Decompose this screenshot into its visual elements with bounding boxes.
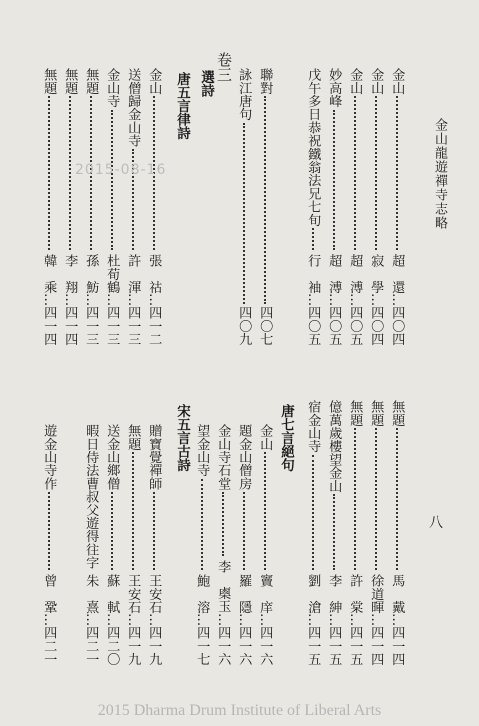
toc-entry — [126, 68, 139, 346]
toc-entry-author: 鮑 溶 — [194, 573, 210, 614]
toc-entry-page: 四一九 — [146, 626, 162, 666]
toc-entry-author: 行 袖 — [305, 253, 321, 294]
date-watermark: 2015-08-16 — [75, 162, 167, 178]
leader-dots: … — [305, 293, 321, 307]
leader-dots — [258, 450, 271, 571]
volume-label: 卷三 — [215, 52, 233, 82]
toc-entry-author: 李 㮚玉 — [215, 560, 231, 614]
toc-entry-page: 四一五 — [305, 626, 321, 666]
toc-entry — [84, 68, 97, 346]
toc-entry-title: 宿金山寺 — [305, 400, 321, 453]
toc-entry-page: 四二一 — [83, 626, 99, 666]
toc-entry-page: 四一三 — [104, 306, 120, 346]
toc-entry — [105, 424, 118, 666]
leader-dots — [390, 94, 403, 251]
toc-entry-title: 無題 — [389, 400, 405, 427]
toc-entry-page: 四二〇 — [104, 626, 120, 666]
leader-dots: … — [83, 293, 99, 307]
toc-entry — [369, 400, 382, 666]
toc-entry-title: 妙高峰 — [326, 68, 342, 108]
leader-dots: … — [326, 293, 342, 307]
toc-entry — [390, 400, 403, 666]
leader-dots — [327, 108, 340, 252]
toc-entry — [390, 68, 403, 346]
toc-entry — [327, 68, 340, 346]
toc-entry-page: 四〇五 — [326, 306, 342, 346]
leader-dots — [369, 94, 382, 251]
toc-entry-author: 李 紳 — [326, 573, 342, 614]
toc-entry-title: 無題 — [83, 68, 99, 95]
footer-watermark: 2015 Dharma Drum Institute of Liberal Arts — [97, 702, 382, 719]
leader-dots — [258, 94, 271, 306]
toc-entry-page: 四一六 — [257, 626, 273, 666]
toc-entry-author: 朱 熹 — [83, 573, 99, 614]
toc-entry-title: 金山寺 — [104, 68, 120, 108]
toc-entry-title: 無題 — [368, 400, 384, 427]
leader-dots — [348, 426, 361, 571]
toc-entry-page: 四一四 — [62, 306, 78, 346]
leader-dots — [348, 94, 361, 251]
toc-entry-author: 李 翔 — [62, 253, 78, 294]
leader-dots: … — [41, 293, 57, 307]
leader-dots — [105, 108, 118, 252]
toc-entry-author: 徐道暉 — [368, 573, 384, 614]
leader-dots: … — [257, 613, 273, 627]
toc-entry-page: 四〇五 — [347, 306, 363, 346]
toc-entry-author: 馬 戴 — [389, 573, 405, 614]
leader-dots — [42, 94, 55, 251]
toc-entry-title: 望金山寺 — [194, 424, 210, 477]
toc-entry — [369, 68, 382, 346]
leader-dots — [216, 490, 229, 558]
leader-dots — [105, 490, 118, 572]
leader-dots: … — [389, 613, 405, 627]
leader-dots — [390, 426, 403, 571]
leader-dots — [126, 450, 139, 571]
leader-dots: … — [215, 613, 231, 627]
toc-entry-title: 無題 — [125, 424, 141, 451]
toc-entry-title: 無題 — [41, 68, 57, 95]
toc-entry-author: 許 棠 — [347, 573, 363, 614]
toc-entry-page: 四二一 — [41, 626, 57, 666]
toc-entry-author: 劉 滄 — [305, 573, 321, 614]
toc-entry-title: 詠江唐句 — [236, 68, 252, 121]
toc-entry-author: 羅 隱 — [236, 573, 252, 614]
section-tang-seven-quatrain: 唐七言絕句 — [278, 404, 294, 472]
leader-dots — [369, 426, 382, 571]
toc-entry — [105, 68, 118, 346]
category-label: 選詩 — [198, 70, 214, 97]
toc-entry-author: 張 祜 — [146, 253, 162, 294]
toc-entry-title: 金山 — [146, 68, 162, 95]
toc-entry — [306, 68, 319, 346]
toc-entry-author: 蘇 軾 — [104, 573, 120, 614]
toc-entry-author: 竇 庠 — [257, 573, 273, 614]
toc-entry-title: 送僧歸金山寺 — [125, 68, 141, 148]
leader-dots: … — [146, 613, 162, 627]
leader-dots: … — [146, 293, 162, 307]
toc-entry-page: 四一五 — [347, 626, 363, 666]
toc-entry-page: 四一五 — [326, 626, 342, 666]
toc-entry — [348, 400, 361, 666]
toc-entry — [63, 68, 76, 346]
leader-dots — [237, 490, 250, 572]
toc-entry-page: 四〇九 — [236, 306, 252, 346]
toc-entry-title: 無題 — [347, 400, 363, 427]
toc-entry-author: 超 溥 — [326, 253, 342, 294]
section-tang-five-regulated: 唐五言律詩 — [174, 72, 190, 140]
toc-entry-author: 韓 乘 — [41, 253, 57, 294]
leader-dots — [327, 492, 340, 571]
leader-dots: … — [104, 613, 120, 627]
toc-entry-title: 題金山僧房 — [236, 424, 252, 490]
leader-dots: … — [104, 293, 120, 307]
leader-dots: … — [236, 613, 252, 627]
toc-entry-page: 四一四 — [368, 626, 384, 666]
toc-entry — [306, 400, 319, 666]
toc-entry-page: 四一四 — [389, 626, 405, 666]
toc-entry-page: 四一四 — [41, 306, 57, 346]
toc-entry-title: 金山 — [347, 68, 363, 95]
toc-entry-title: 送金山鄉僧 — [104, 424, 120, 490]
toc-entry — [237, 68, 250, 346]
toc-entry-page: 四〇四 — [389, 306, 405, 346]
toc-entry-page: 四一三 — [125, 306, 141, 346]
toc-entry-author: 寂 學 — [368, 253, 384, 294]
toc-entry-author: 王安石 — [146, 573, 162, 614]
leader-dots: … — [194, 613, 210, 627]
toc-entry-title: 遊金山寺作 — [41, 424, 57, 490]
leader-dots: … — [125, 293, 141, 307]
toc-entry-title: 暇日侍法曹叔父遊得往字 — [83, 424, 99, 570]
leader-dots — [195, 477, 208, 572]
toc-entry-page: 四〇五 — [305, 306, 321, 346]
toc-entry-title: 億萬歲樓望金山 — [326, 400, 342, 493]
toc-entry — [147, 68, 160, 346]
toc-entry — [195, 424, 208, 666]
section-song-five-ancient: 宋五言古詩 — [174, 404, 190, 472]
toc-entry-page: 四一二 — [146, 306, 162, 346]
toc-entry-title: 贈寶覺禪師 — [146, 424, 162, 490]
leader-dots — [84, 569, 97, 571]
toc-entry — [84, 424, 97, 666]
toc-entry-title: 金山寺石堂 — [215, 424, 231, 490]
toc-entry — [258, 68, 271, 346]
toc-entry-title: 聯對 — [257, 68, 273, 95]
leader-dots: … — [347, 613, 363, 627]
leader-dots — [306, 226, 319, 251]
toc-entry-title: 金山 — [389, 68, 405, 95]
toc-entry-title: 金山 — [257, 424, 273, 451]
toc-entry-author: 超 溥 — [347, 253, 363, 294]
toc-entry-page: 四一七 — [194, 626, 210, 666]
leader-dots: … — [62, 293, 78, 307]
toc-entry — [42, 424, 55, 666]
toc-entry-page: 四〇七 — [257, 306, 273, 346]
toc-entry-page: 四一六 — [215, 626, 231, 666]
toc-entry — [216, 424, 229, 666]
toc-entry — [237, 424, 250, 666]
toc-entry-author: 王安石 — [125, 573, 141, 614]
toc-entry — [42, 68, 55, 346]
leader-dots — [237, 121, 250, 307]
leader-dots — [42, 490, 55, 572]
running-header: 金山龍遊禪寺志略 — [432, 118, 447, 230]
toc-entry-author: 曾 鞏 — [41, 573, 57, 614]
leader-dots: … — [368, 613, 384, 627]
leader-dots: … — [83, 613, 99, 627]
toc-entry-author: 超 還 — [389, 253, 405, 294]
toc-entry — [258, 424, 271, 666]
leader-dots — [306, 453, 319, 572]
toc-entry — [348, 68, 361, 346]
toc-entry-title: 戊午多日恭祝鐵翁法兄七旬 — [305, 68, 321, 227]
toc-entry — [147, 424, 160, 666]
toc-entry-author: 杜荀鶴 — [104, 253, 120, 294]
leader-dots: … — [347, 293, 363, 307]
toc-entry-page: 四一三 — [83, 306, 99, 346]
toc-entry-title: 金山 — [368, 68, 384, 95]
leader-dots: … — [389, 293, 405, 307]
toc-entry — [126, 424, 139, 666]
toc-entry-page: 四〇四 — [368, 306, 384, 346]
toc-entry-author: 許 渾 — [125, 253, 141, 294]
leader-dots: … — [41, 613, 57, 627]
leader-dots: … — [368, 293, 384, 307]
leader-dots: … — [326, 613, 342, 627]
toc-entry — [327, 400, 340, 666]
leader-dots: … — [305, 613, 321, 627]
toc-entry-page: 四一九 — [125, 626, 141, 666]
leader-dots — [147, 490, 160, 572]
leader-dots: … — [125, 613, 141, 627]
toc-entry-title: 無題 — [62, 68, 78, 95]
toc-entry-author: 孫 魴 — [83, 253, 99, 294]
page-number: 八 — [429, 515, 443, 531]
toc-entry-page: 四一六 — [236, 626, 252, 666]
